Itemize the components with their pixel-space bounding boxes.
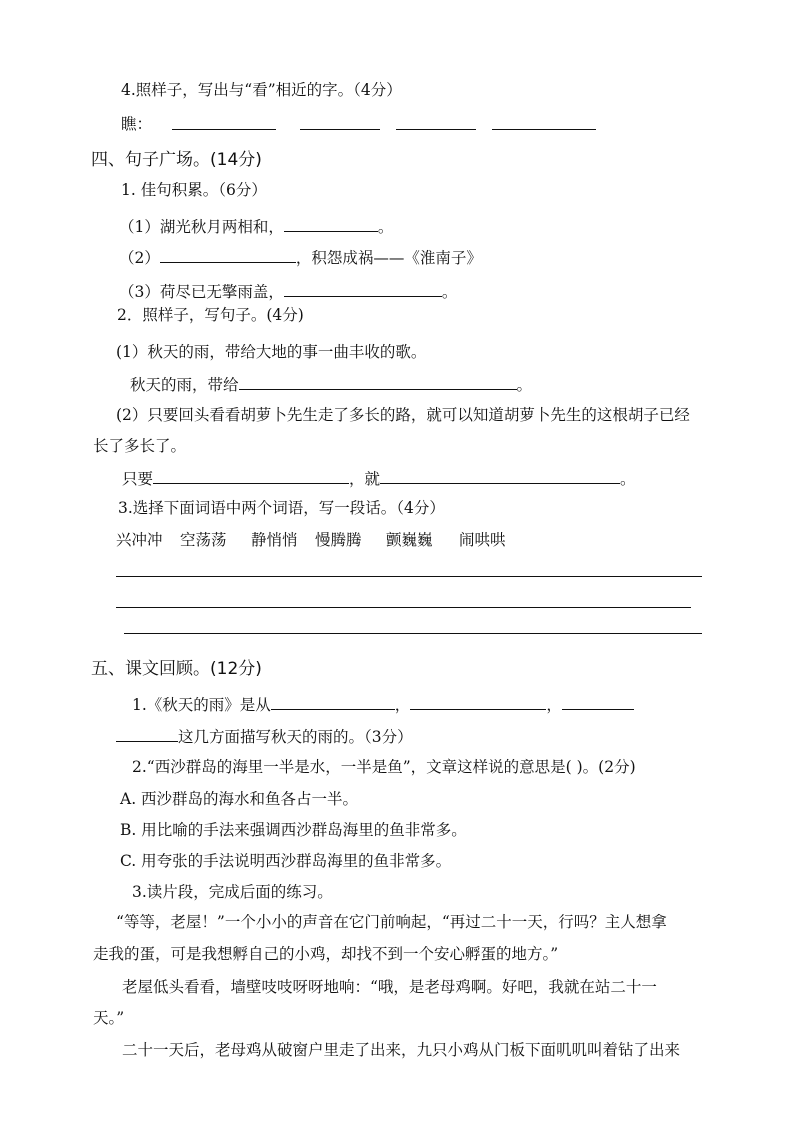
- answer-blank[interactable]: [410, 694, 546, 710]
- answer-blank[interactable]: [160, 247, 296, 263]
- word-item: 闹哄哄: [459, 531, 506, 549]
- word-item: 兴冲冲: [116, 531, 163, 549]
- poem-line: （1）湖光秋月两相和， 。: [119, 218, 394, 236]
- question-label: 2.“西沙群岛的海里一半是水，一半是鱼”，文章这样说的意思是( )。(2分): [132, 758, 636, 776]
- choice-option[interactable]: A. 西沙群岛的海水和鱼各占一半。: [120, 790, 359, 808]
- passage-line: 走我的蛋，可是我想孵自己的小鸡，却找不到一个安心孵蛋的地方。”: [93, 945, 559, 963]
- question-label: 3.选择下面词语中两个词语，写一段话。（4分）: [118, 499, 445, 517]
- example-sentence: (1）秋天的雨，带给大地的事一曲丰收的歌。: [116, 343, 427, 361]
- answer-blank[interactable]: [116, 726, 178, 742]
- answer-blank[interactable]: [300, 129, 380, 130]
- answer-blank[interactable]: [153, 468, 349, 484]
- answer-blank[interactable]: [380, 468, 620, 484]
- answer-blank[interactable]: [239, 374, 517, 390]
- writing-line[interactable]: [116, 607, 691, 608]
- answer-blank[interactable]: [396, 129, 476, 130]
- section-heading: 四、句子广场。(14分): [91, 150, 262, 170]
- fill-sentence: 只要 ，就 。: [122, 470, 636, 488]
- answer-blank[interactable]: [284, 281, 442, 297]
- writing-line[interactable]: [124, 633, 702, 634]
- fill-sentence: 这几方面描写秋天的雨的。（3分）: [116, 726, 413, 747]
- section-heading: 五、课文回顾。(12分): [91, 659, 262, 679]
- word-item: 慢腾腾: [315, 531, 362, 549]
- passage-line: 老屋低头看看，墙壁吱吱呀呀地响：“哦，是老母鸡啊。好吧，我就在站二十一: [122, 978, 657, 996]
- example-sentence: (2）只要回头看看胡萝卜先生走了多长的路，就可以知道胡萝卜先生的这根胡子已经: [116, 406, 690, 424]
- question-label: 2．照样子，写句子。(4分): [117, 306, 304, 324]
- q4-word: 瞧：: [121, 115, 153, 133]
- word-item: 静悄悄: [251, 531, 298, 549]
- question-label: 3.读片段，完成后面的练习。: [132, 883, 333, 901]
- word-item: 颤巍巍: [386, 531, 433, 549]
- passage-line: 二十一天后，老母鸡从破窗户里走了出来，九只小鸡从门板下面叽叽叫着钻了出来: [122, 1041, 681, 1059]
- question-label: 1. 佳句积累。（6分）: [121, 181, 267, 199]
- choice-option[interactable]: C. 用夸张的手法说明西沙群岛海里的鱼非常多。: [120, 852, 452, 870]
- passage-line: 天。”: [93, 1009, 125, 1027]
- answer-blank[interactable]: [271, 694, 395, 710]
- word-item: 空荡荡: [180, 531, 227, 549]
- fill-sentence: 秋天的雨，带给 。: [130, 376, 533, 394]
- fill-sentence: 1.《秋天的雨》是从 ， ，: [132, 694, 634, 715]
- writing-line[interactable]: [116, 576, 702, 577]
- answer-blank[interactable]: [562, 694, 634, 710]
- poem-line: （3）荷尽已无擎雨盖， 。: [119, 283, 458, 301]
- answer-blank[interactable]: [284, 216, 378, 232]
- poem-line: （2） ，积怨成祸——《淮南子》: [119, 249, 482, 267]
- example-sentence: 长了多长了。: [93, 437, 187, 455]
- answer-blank[interactable]: [492, 129, 596, 130]
- passage-line: “等等，老屋！”一个小小的声音在它门前响起，“再过二十一天，行吗？主人想拿: [116, 913, 667, 931]
- answer-blank[interactable]: [172, 129, 276, 130]
- choice-option[interactable]: B. 用比喻的手法来强调西沙群岛海里的鱼非常多。: [120, 821, 467, 839]
- q4-label: 4.照样子，写出与“看”相近的字。（4分）: [121, 81, 402, 99]
